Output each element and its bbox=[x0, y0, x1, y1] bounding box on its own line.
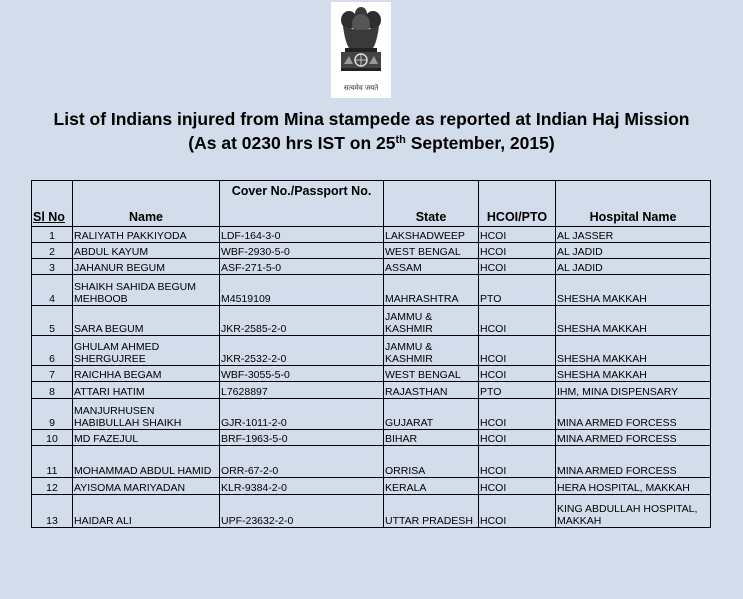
cell-hospital: MINA ARMED FORCESS bbox=[556, 399, 711, 430]
header-sl-no: Sl No bbox=[32, 181, 73, 227]
table-row bbox=[32, 495, 711, 528]
cell-sl-no: 6 bbox=[32, 336, 73, 366]
cell-name: JAHANUR BEGUM bbox=[73, 259, 220, 275]
cell-state: RAJASTHAN bbox=[384, 382, 479, 399]
cell-name: ATTARI HATIM bbox=[73, 382, 220, 399]
table-row bbox=[32, 478, 711, 495]
cell-name: HAIDAR ALI bbox=[73, 495, 220, 528]
cell-sl-no: 8 bbox=[32, 382, 73, 399]
cell-sl-no: 4 bbox=[32, 275, 73, 306]
table-row bbox=[32, 430, 711, 446]
cell-state: JAMMU & KASHMIR bbox=[384, 306, 479, 336]
cell-hcoi-pto: HCOI bbox=[479, 430, 556, 446]
cell-passport: JKR-2585-2-0 bbox=[220, 306, 384, 336]
table-row bbox=[32, 399, 711, 430]
table-row bbox=[32, 446, 711, 478]
cell-hospital: MINA ARMED FORCESS bbox=[556, 430, 711, 446]
cell-hcoi-pto: HCOI bbox=[479, 495, 556, 528]
cell-hospital: AL JADID bbox=[556, 259, 711, 275]
cell-passport: LDF-164-3-0 bbox=[220, 227, 384, 243]
cell-hcoi-pto: HCOI bbox=[479, 336, 556, 366]
cell-passport: M4519109 bbox=[220, 275, 384, 306]
cell-sl-no: 11 bbox=[32, 446, 73, 478]
cell-hcoi-pto: HCOI bbox=[479, 243, 556, 259]
cell-sl-no: 7 bbox=[32, 366, 73, 382]
cell-name: RAICHHA BEGAM bbox=[73, 366, 220, 382]
cell-sl-no: 12 bbox=[32, 478, 73, 495]
cell-sl-no: 3 bbox=[32, 259, 73, 275]
cell-passport: WBF-2930-5-0 bbox=[220, 243, 384, 259]
cell-passport: L7628897 bbox=[220, 382, 384, 399]
cell-hospital: SHESHA MAKKAH bbox=[556, 336, 711, 366]
cell-state: ASSAM bbox=[384, 259, 479, 275]
cell-hcoi-pto: HCOI bbox=[479, 227, 556, 243]
cell-hospital: SHESHA MAKKAH bbox=[556, 275, 711, 306]
cell-sl-no: 10 bbox=[32, 430, 73, 446]
national-emblem bbox=[331, 2, 391, 98]
cell-hcoi-pto: PTO bbox=[479, 275, 556, 306]
table-row bbox=[32, 382, 711, 399]
cell-state: ORRISA bbox=[384, 446, 479, 478]
cell-hcoi-pto: PTO bbox=[479, 382, 556, 399]
cell-state: KERALA bbox=[384, 478, 479, 495]
cell-name: SARA BEGUM bbox=[73, 306, 220, 336]
header-hcoi-pto: HCOI/PTO bbox=[479, 181, 556, 227]
table-row bbox=[32, 306, 711, 336]
table-header-row bbox=[32, 181, 711, 227]
cell-sl-no: 1 bbox=[32, 227, 73, 243]
emblem-motto: सत्यमेव जयते bbox=[343, 84, 379, 92]
header-hospital: Hospital Name bbox=[556, 181, 711, 227]
cell-passport: UPF-23632-2-0 bbox=[220, 495, 384, 528]
cell-state: MAHRASHTRA bbox=[384, 275, 479, 306]
cell-sl-no: 5 bbox=[32, 306, 73, 336]
cell-name: RALIYATH PAKKIYODA bbox=[73, 227, 220, 243]
cell-hcoi-pto: HCOI bbox=[479, 259, 556, 275]
cell-state: WEST BENGAL bbox=[384, 366, 479, 382]
title-line-2-sup: th bbox=[395, 134, 406, 146]
cell-hospital: AL JADID bbox=[556, 243, 711, 259]
cell-sl-no: 9 bbox=[32, 399, 73, 430]
cell-hcoi-pto: HCOI bbox=[479, 306, 556, 336]
title-line-2-suffix: September, 2015) bbox=[405, 133, 555, 153]
cell-name: SHAIKH SAHIDA BEGUM MEHBOOB bbox=[73, 275, 220, 306]
title-line-2-prefix: (As at 0230 hrs IST on 25 bbox=[188, 133, 396, 153]
table-row bbox=[32, 275, 711, 306]
cell-state: LAKSHADWEEP bbox=[384, 227, 479, 243]
cell-hcoi-pto: HCOI bbox=[479, 366, 556, 382]
cell-hospital: SHESHA MAKKAH bbox=[556, 306, 711, 336]
cell-passport: WBF-3055-5-0 bbox=[220, 366, 384, 382]
injured-list-table bbox=[31, 180, 711, 528]
cell-sl-no: 13 bbox=[32, 495, 73, 528]
header-state: State bbox=[384, 181, 479, 227]
cell-state: GUJARAT bbox=[384, 399, 479, 430]
header-passport: Cover No./Passport No. bbox=[220, 181, 384, 227]
cell-passport: JKR-2532-2-0 bbox=[220, 336, 384, 366]
cell-name: MANJURHUSEN HABIBULLAH SHAIKH bbox=[73, 399, 220, 430]
cell-state: BIHAR bbox=[384, 430, 479, 446]
cell-name: ABDUL KAYUM bbox=[73, 243, 220, 259]
lion-capital-icon bbox=[331, 2, 391, 84]
cell-hospital: AL JASSER bbox=[556, 227, 711, 243]
cell-name: MD FAZEJUL bbox=[73, 430, 220, 446]
cell-hcoi-pto: HCOI bbox=[479, 446, 556, 478]
table-row bbox=[32, 366, 711, 382]
page-title bbox=[0, 107, 743, 155]
cell-state: WEST BENGAL bbox=[384, 243, 479, 259]
cell-passport: KLR-9384-2-0 bbox=[220, 478, 384, 495]
cell-state: JAMMU & KASHMIR bbox=[384, 336, 479, 366]
table-row bbox=[32, 227, 711, 243]
cell-passport: ASF-271-5-0 bbox=[220, 259, 384, 275]
table-row bbox=[32, 243, 711, 259]
cell-name: MOHAMMAD ABDUL HAMID bbox=[73, 446, 220, 478]
cell-state: UTTAR PRADESH bbox=[384, 495, 479, 528]
cell-hospital: SHESHA MAKKAH bbox=[556, 366, 711, 382]
cell-name: GHULAM AHMED SHERGUJREE bbox=[73, 336, 220, 366]
table-row bbox=[32, 336, 711, 366]
cell-hospital: IHM, MINA DISPENSARY bbox=[556, 382, 711, 399]
cell-hospital: MINA ARMED FORCESS bbox=[556, 446, 711, 478]
title-line-1: List of Indians injured from Mina stampede as reported at Indian Haj Mission bbox=[53, 109, 690, 129]
cell-passport: GJR-1011-2-0 bbox=[220, 399, 384, 430]
header-name: Name bbox=[73, 181, 220, 227]
cell-hcoi-pto: HCOI bbox=[479, 478, 556, 495]
cell-hospital: KING ABDULLAH HOSPITAL, MAKKAH bbox=[556, 495, 711, 528]
cell-passport: BRF-1963-5-0 bbox=[220, 430, 384, 446]
title-line-2 bbox=[0, 131, 743, 155]
table-row bbox=[32, 259, 711, 275]
cell-hcoi-pto: HCOI bbox=[479, 399, 556, 430]
cell-sl-no: 2 bbox=[32, 243, 73, 259]
cell-passport: ORR-67-2-0 bbox=[220, 446, 384, 478]
cell-hospital: HERA HOSPITAL, MAKKAH bbox=[556, 478, 711, 495]
cell-name: AYISOMA MARIYADAN bbox=[73, 478, 220, 495]
